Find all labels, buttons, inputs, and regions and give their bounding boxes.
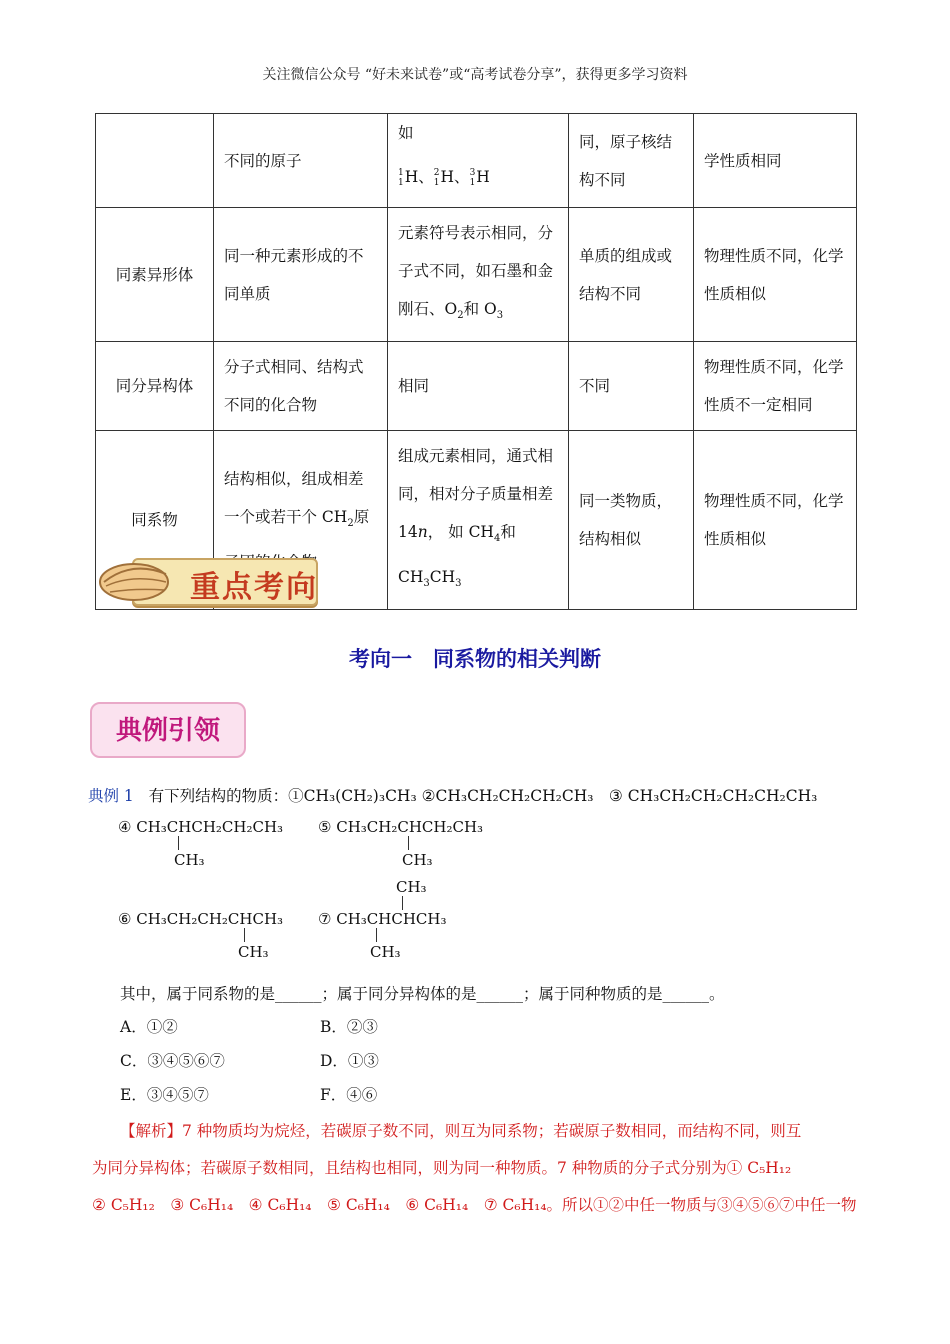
table-cell: 元素符号表示相同，分子式不同，如石墨和金刚石、$O_2$和 $O_3$ bbox=[388, 208, 569, 342]
structure-5: ⑤ CH₃CH₂CHCH₂CH₃ bbox=[318, 818, 484, 836]
question: 其中，属于同系物的是______；属于同分异构体的是______；属于同种物质的是______。 bbox=[120, 985, 725, 1003]
table-cell: 不同的原子 bbox=[214, 114, 388, 208]
structure-6: ⑥ CH₃CH₂CH₂CHCH₃ bbox=[118, 910, 284, 928]
structure-4: ④ CH₃CHCH₂CH₂CH₃ bbox=[118, 818, 284, 836]
structure-4-branch: CH₃ bbox=[174, 851, 205, 869]
table-cell: 不同 bbox=[569, 342, 694, 431]
shell-icon bbox=[92, 552, 172, 608]
option-f: F．④⑥ bbox=[320, 1086, 378, 1104]
example-intro: 有下列结构的物质：①CH₃(CH₂)₃CH₃ ②CH₃CH₂CH₂CH₂CH₃ ③ CH₃CH₂CH₂CH₂CH₂CH₃ bbox=[148, 787, 818, 805]
table-cell: 同一种元素形成的不同单质 bbox=[214, 208, 388, 342]
table-row bbox=[96, 342, 857, 431]
table-cell: 单质的组成或结构不同 bbox=[569, 208, 694, 342]
option-b: B．②③ bbox=[320, 1018, 378, 1036]
table-cell: 物理性质不同，化学性质相似 bbox=[694, 208, 857, 342]
bond-line bbox=[178, 836, 179, 850]
example-label: 典例 1 bbox=[88, 787, 134, 805]
table-cell: 组成元素相同，通式相同，相对分子质量相差 14n， 如 $CH_4$和 $CH_3CH_3$ bbox=[388, 431, 569, 610]
bond-line bbox=[244, 928, 245, 942]
table-row bbox=[96, 114, 857, 208]
example-intro-line bbox=[88, 784, 817, 806]
example-banner-title: 典例引领 bbox=[115, 716, 220, 746]
table-cell: 同分异构体 bbox=[96, 342, 214, 431]
definitions-table bbox=[95, 113, 857, 610]
bond-line bbox=[376, 928, 377, 942]
structure-7-top: CH₃ bbox=[396, 878, 427, 896]
table-cell: 物理性质不同，化学性质相似 bbox=[694, 431, 857, 610]
analysis-line-3: ② C₅H₁₂ ③ C₆H₁₄ ④ C₆H₁₄ ⑤ C₆H₁₄ ⑥ C₆H₁₄ ⑦ C₆H₁₄。所以①②中任一物质与③④⑤⑥⑦中任一物 bbox=[92, 1196, 857, 1214]
page-header: 关注微信公众号 “好未来试卷”或“高考试卷分享”，获得更多学习资料 bbox=[262, 67, 688, 83]
structure-5-branch: CH₃ bbox=[402, 851, 433, 869]
table-row bbox=[96, 208, 857, 342]
table-cell: 分子式相同、结构式不同的化合物 bbox=[214, 342, 388, 431]
structure-6-branch: CH₃ bbox=[238, 943, 269, 961]
table-cell: 同素异形体 bbox=[96, 208, 214, 342]
table-cell: 同一类物质，结构相似 bbox=[569, 431, 694, 610]
table-cell bbox=[96, 114, 214, 208]
table-cell: 同，原子核结构不同 bbox=[569, 114, 694, 208]
section-title: 考向一 同系物的相关判断 bbox=[349, 647, 601, 671]
option-d: D．①③ bbox=[320, 1052, 379, 1070]
banner-title: 重点考向 bbox=[190, 570, 318, 605]
table-cell: 同系物 bbox=[96, 431, 214, 610]
analysis-line-2: 为同分异构体；若碳原子数相同，且结构也相同，则为同一种物质。7 种物质的分子式分别为① C₅H₁₂ bbox=[92, 1159, 792, 1177]
option-e: E．③④⑤⑦ bbox=[120, 1086, 209, 1104]
option-c: C．③④⑤⑥⑦ bbox=[120, 1052, 225, 1070]
cell-text: 如 bbox=[398, 124, 414, 142]
structure-7-branch: CH₃ bbox=[370, 943, 401, 961]
bond-line bbox=[408, 836, 409, 850]
structure-7: ⑦ CH₃CHCHCH₃ bbox=[318, 910, 447, 928]
table-cell: 相同 bbox=[388, 342, 569, 431]
bond-line bbox=[402, 896, 403, 910]
table-cell: 学性质相同 bbox=[694, 114, 857, 208]
table-cell bbox=[388, 114, 569, 208]
option-a: A．①② bbox=[120, 1018, 178, 1036]
example-banner bbox=[90, 702, 246, 758]
analysis-line-1: 【解析】7 种物质均为烷烃，若碳原子数不同，则互为同系物；若碳原子数相同，而结构不同，则互 bbox=[120, 1122, 802, 1140]
table-cell: 结构相似，组成相差一个或若干个 $CH_2$原 bbox=[214, 431, 388, 610]
nuclide-list: 1 1 H、 2 1 H、 3 1 H bbox=[398, 168, 490, 188]
table-cell: 物理性质不同，化学性质不一定相同 bbox=[694, 342, 857, 431]
key-direction-banner bbox=[92, 552, 318, 608]
